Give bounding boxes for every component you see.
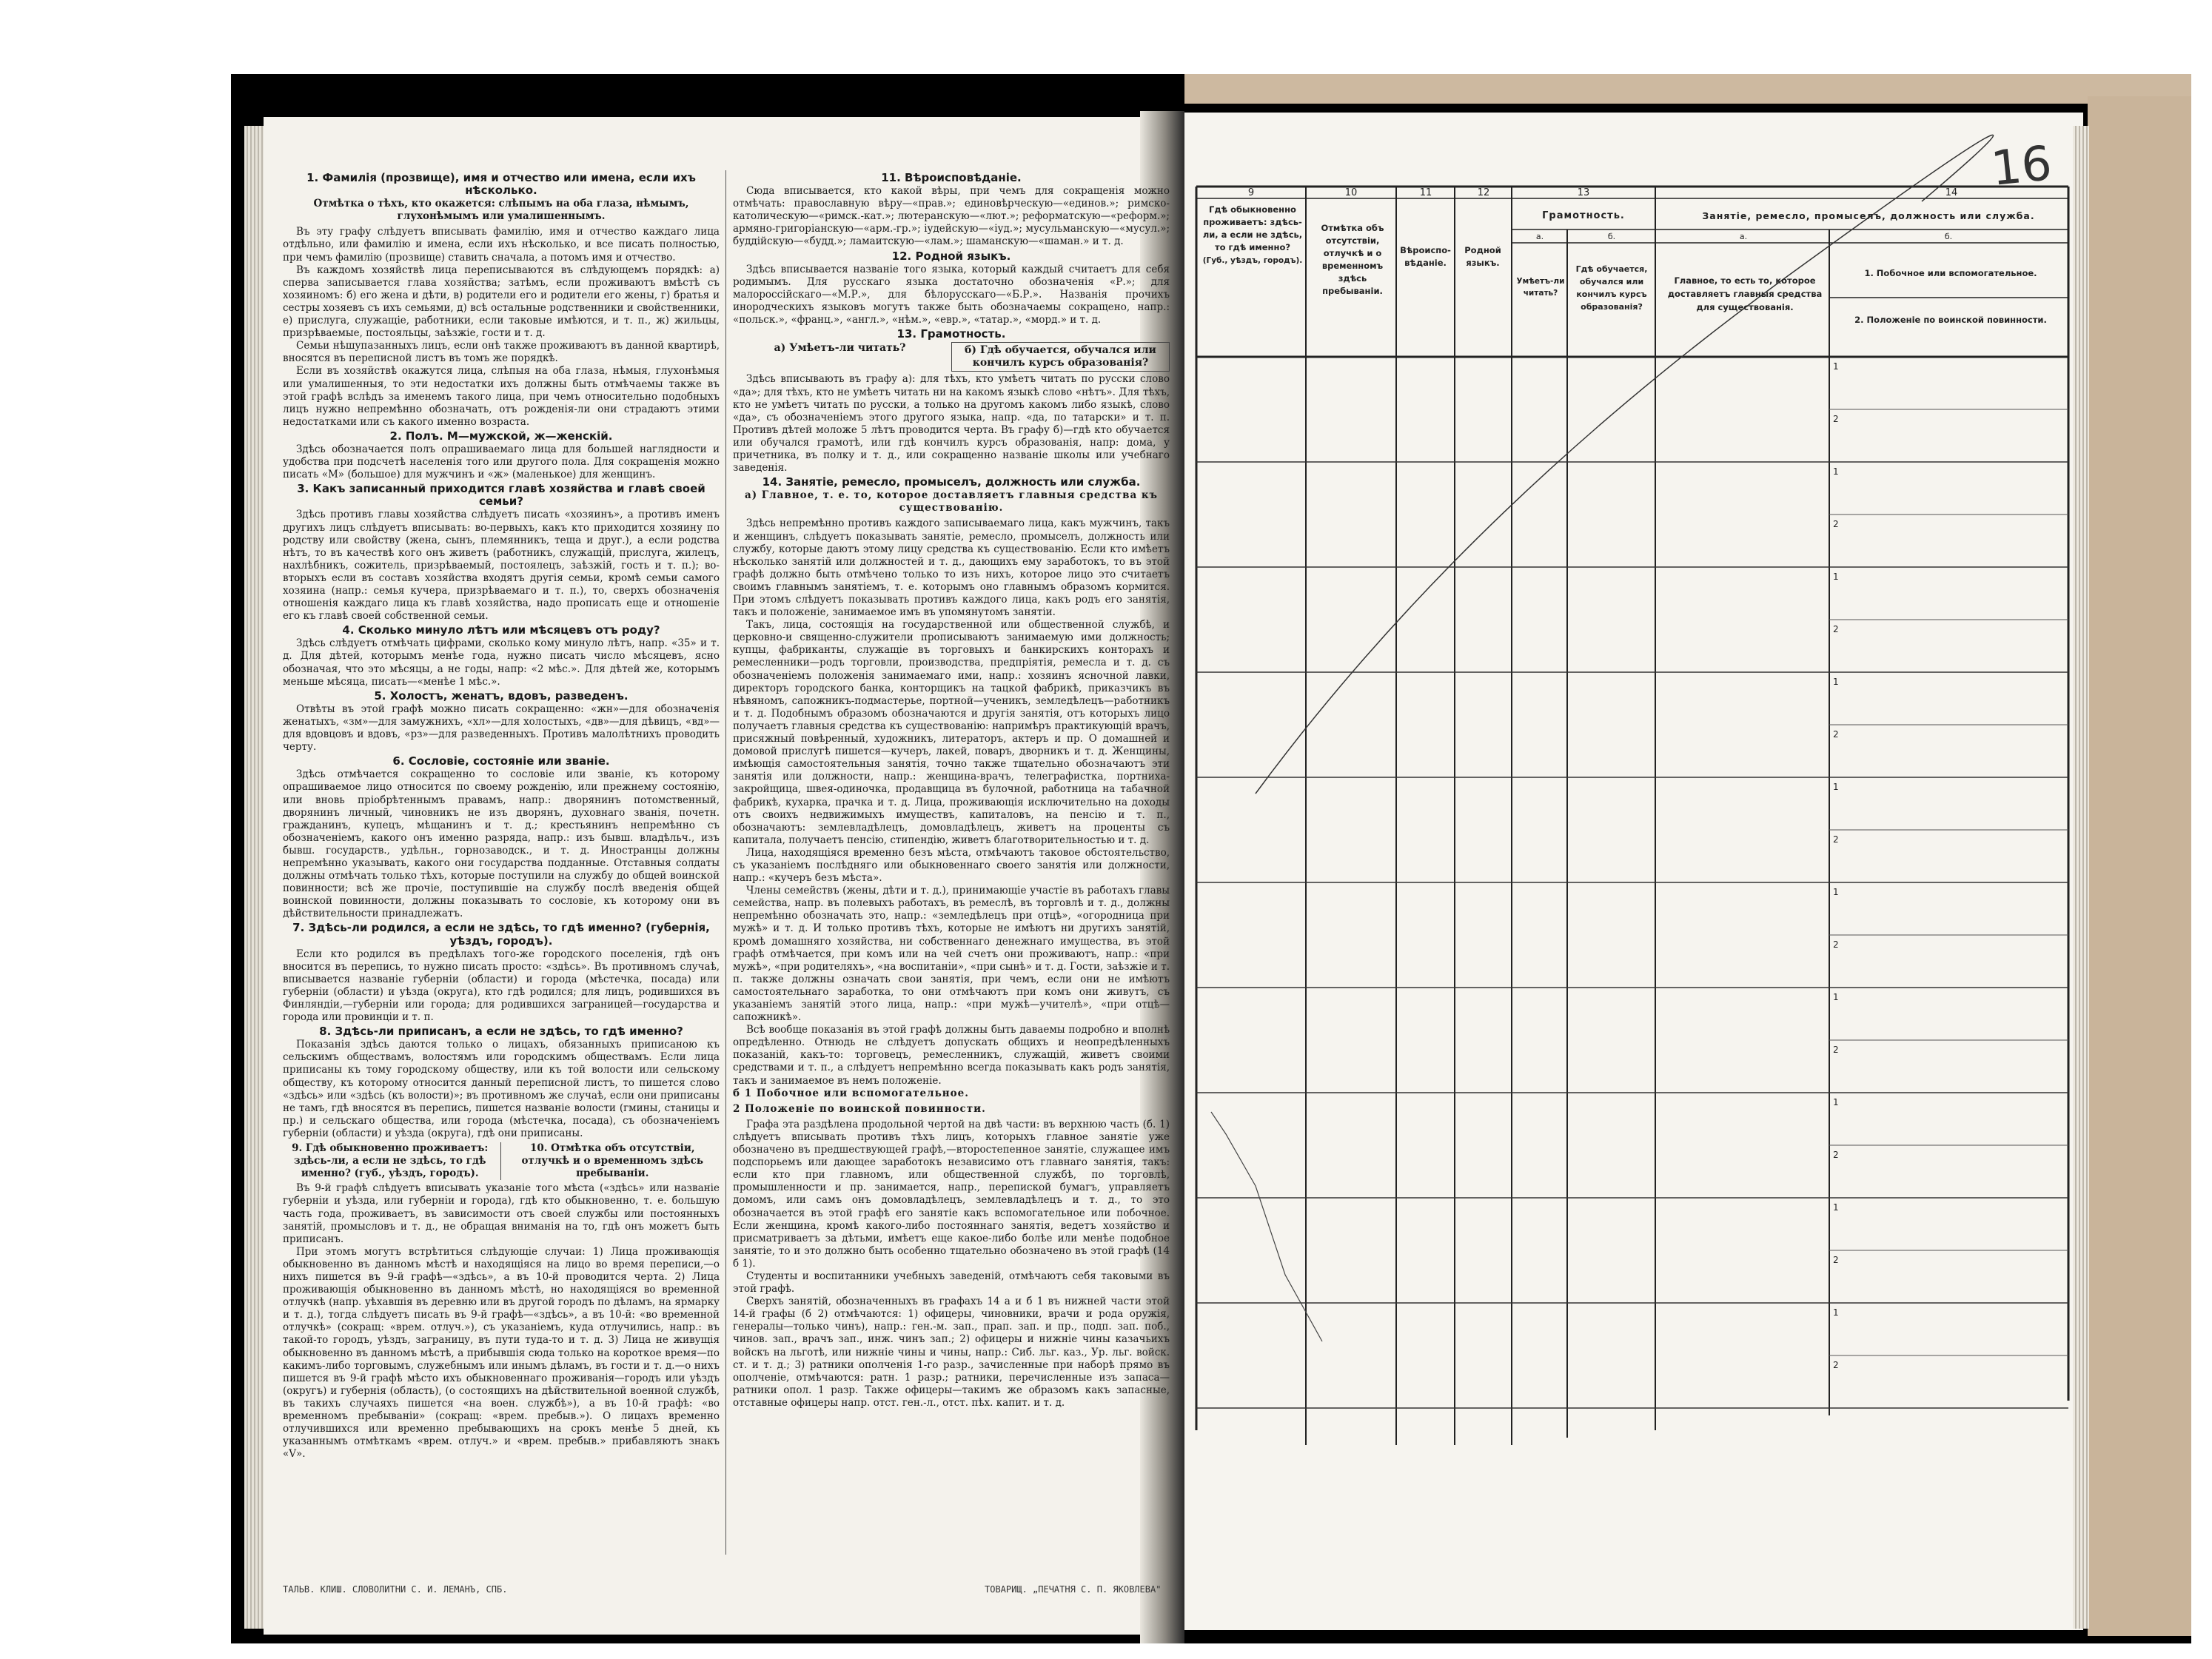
section-13b-title: б) Гдѣ обучается, обучался или кончилъ курсъ образованія? [951, 342, 1170, 372]
paragraph: Если кто родился въ предѣлахъ того-же городского поселенія, гдѣ онъ вносится въ перепись, то нужно писать просто: «здѣсь». Въ противномъ случаѣ, вписывается названіе губерніи (области) и города (мѣстечка, посада) или губерніи (области) и уѣзда (округа), кто гдѣ родился; для лицъ, родившихся въ Финляндіи,—губерніи или города; для родившихся заграницей—государства и города или провинціи и т. п. [283, 948, 720, 1024]
row-sub-label: 1 [1833, 992, 1839, 1002]
header-col14a-letter: а. [1739, 232, 1748, 241]
paragraph: Здѣсь противъ главы хозяйства слѣдуетъ писать «хозяинъ», а противъ именъ другихъ лицъ слѣдуетъ вписывать: во-первыхъ, какъ кто приходится хозяину по родству или свойству (жена, сынъ, племянникъ, теща и друг.), а если родства нѣтъ, то въ качествѣ кого онъ живетъ (работникъ, служащій, прислуга, жилецъ, нахлѣбникъ, сожитель, призрѣваемый, постоялецъ, заѣзжій, гость и т. п.); во-вторыхъ если въ составъ хозяйства входятъ другія семьи, кромѣ семьи самого хозяина (напр.: семья кучера, призрѣваемаго и т. п.), то, сверхъ обозначенія отношенія каждаго лица къ главѣ хозяйства, надо прописать еще и отношеніе его къ главѣ своей собственной семьи. [283, 509, 720, 623]
section-2-title: 2. Полъ. М—мужской, ж—женскій. [389, 429, 613, 443]
section-14b1-title: б 1 Побочное или вспомогательное. [733, 1087, 969, 1099]
header-col14b-letter: б. [1944, 232, 1953, 241]
paragraph: Члены семействъ (жены, дѣти и т. д.), принимающіе участіе въ работахъ главы семейства, напр. въ полевыхъ работахъ, въ ремеслѣ, въ торговлѣ и т. д., должны непремѣнно обозначать это, напр.: «земледѣлецъ при отцѣ», «огородница при мужѣ» и т. д. И только противъ тѣхъ, которые не имѣютъ ни другихъ занятій, кромѣ домашняго хозяйства, ни собственнаго денежнаго имущества, въ этой графѣ отмѣчается, при комъ или на чей счетъ они проживаютъ, напр.: «при мужѣ», «при родителяхъ», «на воспитаніи», «при сынѣ» и т. д. Гости, заѣзжіе и т. п. также должны означать свои занятія, при чемъ, если они не имѣютъ самостоятельнаго заработка, то они отмѣчаютъ при комъ они живутъ, съ указаніемъ занятій этого лица, напр.: «при мужѣ—учителѣ», «при отцѣ—сапожникѣ». [733, 885, 1170, 1024]
paragraph: Если въ хозяйствѣ окажутся лица, слѣпыя на оба глаза, нѣмыя, глухонѣмыя или умалишенныя, то эти недостатки ихъ должны быть отмѣчаемы также въ этой графѣ вслѣдъ за именемъ такого лица, при чемъ относительно подобныхъ лицъ нужно непремѣнно обозначать, отъ рожденія-ли они страдаютъ этими недостатками или съ какого именно возраста. [283, 365, 720, 428]
instructions-column-right [733, 170, 1170, 1410]
header-col12: Родной языкъ. [1464, 245, 1501, 268]
section-3-title: 3. Какъ записанный приходится главѣ хозяйства и главѣ своей семьи? [297, 482, 706, 509]
paragraph: Здѣсь непремѣнно противъ каждого записываемаго лица, какъ мужчинъ, такъ и женщинъ, слѣдуетъ показывать занятіе, ремесло, промыселъ, должность или службу, которые даютъ этому лицу средства къ существованію. Если кто имѣетъ нѣсколько занятій или должностей и т. д., дающихъ ему заработокъ, то въ этой графѣ должно быть отмѣчено только то изъ нихъ, которое лицо это считаетъ своимъ главнымъ занятіемъ, т. е. которымъ оно главнымъ образомъ кормится. При этомъ слѣдуетъ показывать противъ каждого лица, какъ родъ его занятія, такъ и положеніе, занимаемое имъ въ упомянутомъ занятіи. [733, 517, 1170, 619]
section-10-title: 10. Отмѣтка объ отсутствіи, отлучкѣ и о временномъ здѣсь пребываніи. [521, 1142, 704, 1180]
header-col14: Занятіе, ремесло, промыселъ, должность или служба. [1702, 210, 2035, 221]
row-sub-label: 2 [1833, 729, 1839, 740]
paragraph: Показанія здѣсь даются только о лицахъ, обязанныхъ приписаною къ сельскимъ обществамъ, волостямъ или городскимъ обществамъ. Если лица приписаны къ тому городскому обществу, или къ той волости или сельскому обществу, къ которому относится данный переписной листъ, то пишется слово «здѣсь» или «здѣсь (къ волости)»; въ противномъ же случаѣ, если они приписаны не тамъ, гдѣ вносятся въ перепись, пишется названіе волости (гмины, станицы и пр.) и сельскаго общества, или города (мѣстечка, посада), съ обозначеніемъ губерніи (области) и уѣзда (округа), гдѣ они приписаны. [283, 1039, 720, 1139]
left-page-edges [244, 126, 265, 1629]
paragraph: При этомъ могутъ встрѣтиться слѣдующіе случаи: 1) Лица проживающія обыкновенно въ данномъ мѣстѣ и находящіяся на лицо во время переписи,—о нихъ пишется въ 9-й графѣ—«здѣсь», а въ 10-й проводится черта. 2) Лица проживающія обыкновенно въ данномъ мѣстѣ, но находящіяся во временной отлучкѣ (напр. уѣхавшія въ деревню или въ другой городъ по дѣламъ, на ярмарку и т. д.), тогда слѣдуетъ писать въ 9-й графѣ—«здѣсь», а въ 10-й: «во временной отлучкѣ» (сокращ: «врем. отлуч.»), съ указаніемъ, куда отлучились, напр.: въ такой-то городъ, уѣздъ, заграницу, въ пути туда-то и т. д. 3) Лица не живущія обыкновенно въ данномъ мѣстѣ, а прибывшія сюда только на короткое время—по какимъ-либо торговымъ, служебнымъ или инымъ дѣламъ, въ гости и т. д.—о нихъ пишется въ 9-й графѣ мѣсто ихъ обыкновеннаго проживанія—городъ или уѣздъ (округъ) и губернія (область), (о состоящихъ на дѣйствительной военной службѣ, въ такихъ случаяхъ пишется «на воен. службѣ»), а въ 10-й графѣ: «во временномъ пребываніи» (сокращ: «врем. пребыв.»). О лицахъ временно отлучившихся или временно пребывающихъ на срокъ менѣе 5 дней, къ указаннымъ отмѣткамъ «врем. отлуч.» и «врем. пребыв.» прибавляютъ знакъ «V». [283, 1245, 720, 1461]
section-5-title: 5. Холостъ, женатъ, вдовъ, разведенъ. [374, 688, 629, 703]
paragraph: Студенты и воспитанники учебныхъ заведеній, отмѣчаютъ себя таковыми въ этой графѣ. [733, 1270, 1170, 1296]
paragraph: Всѣ вообще показанія въ этой графѣ должны быть даваемы подробно и вполнѣ опредѣленно. Отнюдь не слѣдуетъ допускать общихъ и неопредѣленныхъ показаній, какъ-то: торговецъ, ремесленникъ, служащій, живетъ своими средствами и т. п., а слѣдуетъ непремѣнно всегда показывать какъ родъ занятія, такъ и занимаемое въ немъ положеніе. [733, 1024, 1170, 1087]
section-4-title: 4. Сколько минуло лѣтъ или мѣсяцевъ отъ роду? [342, 623, 660, 637]
paragraph: Сюда вписывается, кто какой вѣры, при чемъ для сокращенія можно отмѣчать: православную вѣру—«прав.»; единовѣрческую—«единов.»; римско-католическую—«римск.-кат.»; лютеранскую—«лют.»; реформатскую—«реформ.»; армяно-григоріанскую—«арм.-гр.»; іудейскую—«іуд.»; мусульманскую—«мусул.»; буддійскую—«будд.»; ламаитскую—«лам.»; шаманскую—«шаман.» и т. д. [733, 185, 1170, 248]
header-col13a-letter: а. [1535, 232, 1544, 241]
row-sub-label: 2 [1833, 939, 1839, 950]
section-1-title: 1. Фамилія (прозвище), имя и отчество или имена, если ихъ нѣсколько. [306, 171, 696, 198]
paragraph: Здѣсь обозначается полъ опрашиваемаго лица для большей наглядности и удобства при подсчетѣ населенія того или другого пола. Для сокращенія можно писать «М» (большое) для мужчинъ и «ж» (маленькое) для женщинъ. [283, 443, 720, 481]
header-col14b2: 2. Положеніе по воинской повинности. [1854, 315, 2047, 325]
row-sub-label: 2 [1833, 624, 1839, 634]
col-number: 14 [1945, 187, 1958, 198]
paragraph: Графа эта раздѣлена продольной чертой на двѣ части: въ верхнюю часть (б. 1) слѣдуетъ вписывать противъ тѣхъ лицъ, которыхъ главное занятіе уже обозначено въ предшествующей графѣ,—второстепенное занятіе, служащее имъ подспорьемъ или дающее заработокъ независимо отъ главнаго занятія, такъ: если кто при главномъ, или общественной службѣ, по торговлѣ, промышленности и пр. занимается, напр., перепиской бумагъ, управляетъ домомъ, или самъ онъ домовладѣлецъ, землевладѣлецъ и т. д., то это обозначается въ этой графѣ его занятіе какъ вспомогательное или побочное. Если женщина, кромѣ какого-либо постояннаго занятія, ведетъ хозяйство и присматриваетъ за дѣтьми, имѣетъ еще какое-либо болѣе или менѣе подобное занятіе, то и это должно быть особенно тщательно обозначено въ этой графѣ (14 б 1). [733, 1118, 1170, 1270]
section-14a-title: а) Главное, т. е. то, которое доставляетъ главныя средства къ существованію. [744, 489, 1159, 515]
section-11-title: 11. Вѣроисповѣданіе. [881, 171, 1022, 184]
header-col14b1: 1. Побочное или вспомогательное. [1864, 268, 2037, 278]
header-col11: Вѣроиспо-вѣданіе. [1400, 245, 1451, 268]
col-number: 11 [1419, 187, 1432, 198]
row-sub-label: 1 [1833, 1307, 1839, 1318]
col-number: 10 [1344, 187, 1358, 198]
row-sub-label: 1 [1833, 782, 1839, 792]
instructions-column-left [283, 170, 720, 1461]
printer-footer-left: ТАЛЬВ. КЛИШ. СЛОВОЛИТНИ С. И. ЛЕМАНЪ, СПБ. [283, 1584, 508, 1595]
col-number: 13 [1577, 187, 1590, 198]
col-number: 12 [1477, 187, 1490, 198]
row-sub-label: 2 [1833, 1360, 1839, 1370]
column-separator [725, 170, 726, 1555]
section-9-title: 9. Гдѣ обыкновенно проживаетъ: здѣсь-ли, а если не здѣсь, то гдѣ именно? (губ., уѣздъ, городъ). [283, 1142, 501, 1180]
header-col9-note: (Губ., уѣздъ, городъ). [1202, 256, 1303, 265]
header-col13a: Умѣетъ-ли читать? [1516, 277, 1565, 298]
paragraph: Здѣсь слѣдуетъ отмѣчать цифрами, сколько кому минуло лѣтъ, напр. «35» и т. д. Для дѣтей, которымъ менѣе года, нужно писать число мѣсяцевъ, ясно обозначая, что это мѣсяцы, а не годы, напр: «2 мѣс.». Для дѣтей же, которымъ меньше мѣсяца, писать—«менѣе 1 мѣс.». [283, 637, 720, 688]
paragraph: Такъ, лица, состоящія на государственной или общественной службѣ, и церковно-и священно-служители прописываютъ занимаемую ими должность; купцы, фабриканты, служащіе въ торговыхъ и банкирскихъ конторахъ и ремесленники—родъ торговли, производства, предпріятія, ремесла и т. д. съ обозначеніемъ положенія занимаемаго ими, напр.: хозяинъ ясночной лавки, директоръ городского банка, конторщикъ на тацкой фабрикѣ, приказчикъ въ нѣвяномъ, сапожникъ-подмастерье, портной—ученикъ, земледѣлецъ—работникъ и т. д. Подобнымъ образомъ обозначаются и другія занятія, отъ которыхъ лицо получаетъ главныя средства къ существованію: напримѣръ практикующій врачъ, присяжный повѣренный, художникъ, литераторъ, актеръ и пр. О домашней и домовой прислугѣ пишется—кучеръ, лакей, поваръ, дворникъ и т. д. Женщины, имѣющія самостоятельныя занятія, точно также тщательно обозначаютъ эти занятія или должности, напр.: женщина-врачъ, телеграфистка, портниха-закройщица, швея-одиночка, продавщица въ булочной, работница на табачной фабрикѣ, кухарка, прачка и т. д. Лица, проживающія исключительно на доходы отъ своихъ недвижимыхъ имуществъ, капиталовъ, на пенсію и т. п., обозначаютъ: землевладѣлецъ, домовладѣлецъ, живетъ на проценты съ капитала, получаетъ пенсію, стипендію, живетъ благотворительностью и т. д. [733, 619, 1170, 846]
row-sub-label: 2 [1833, 414, 1839, 424]
row-sub-label: 2 [1833, 519, 1839, 529]
paragraph: Въ 9-й графѣ слѣдуетъ вписывать указаніе того мѣста («здѣсь» или названіе губерніи и уѣзда, или губерніи и города), гдѣ кто обыкновенно, т. е. большую часть года, проживаетъ, въ зависимости отъ своей службы или постоянныхъ занятій, промысловъ и т. д., не обращая вниманія на то, гдѣ онъ можетъ быть приписанъ. [283, 1182, 720, 1245]
row-sub-label: 1 [1833, 677, 1839, 687]
row-sub-label: 1 [1833, 572, 1839, 582]
row-sub-label: 2 [1833, 834, 1839, 845]
header-col13b: Гдѣ обучается, обучался или кончилъ курсъ образованія? [1575, 264, 1648, 312]
paragraph: Сверхъ занятій, обозначенныхъ въ графахъ 14 а и б 1 въ нижней части этой 14-й графы (б 2) отмѣчаются: 1) офицеры, чиновники, врачи и рода оружія, генералы—только чинъ), напр.: ген.-м. зап., прап. зап. и пр., подп. зап. поб., чинов. зап., врачъ зап., инж. чинъ зап.; 2) офицеры и нижніе чины казачьихъ войскъ на льготѣ, или нижніе чины и чины, напр.: Сиб. льг. каз., Ур. льг. войск. ст. и т. д.; 3) ратники ополченія 1-го разр., зачисленные при наборѣ прямо въ ополченіе, отмѣчаются: ратн. 1 разр.; ратники, перечисленные изъ запаса—ратники опол. 1 разр. Также офицеры—такимъ же образомъ какъ запасные, отставные офицеры напр. отст. ген.-л., отст. пѣх. капит. и т. д. [733, 1296, 1170, 1409]
row-sub-label: 2 [1833, 1045, 1839, 1055]
header-col9-text: Гдѣ обыкновенно проживаетъ: здѣсь-ли, а если не здѣсь, то гдѣ именно? [1202, 204, 1303, 252]
section-6-title: 6. Сословіе, состояніе или званіе. [392, 754, 610, 768]
row-sub-label: 1 [1833, 361, 1839, 372]
census-table [1182, 113, 2083, 1630]
row-sub-label: 1 [1833, 466, 1839, 477]
section-14b2-title: 2 Положеніе по воинской повинности. [733, 1102, 986, 1115]
col-number: 9 [1247, 187, 1255, 198]
section-13a-title: а) Умѣетъ-ли читать? [774, 342, 906, 355]
row-sub-label: 2 [1833, 1255, 1839, 1265]
cardboard-right [2088, 96, 2191, 1636]
row-sub-label: 1 [1833, 1097, 1839, 1107]
row-sub-label: 2 [1833, 1150, 1839, 1160]
paragraph: Въ каждомъ хозяйствѣ лица переписываются въ слѣдующемъ порядкѣ: а) сперва записывается глава хозяйства; затѣмъ, если проживаютъ вмѣстѣ съ хозяиномъ: б) его жена и дѣти, в) родители его и родители его жены, г) братья и сестры хозяевъ съ ихъ семьями, д) всѣ остальные родственники и свойственники, е) прислуга, служащіе, работники, если таковые имѣются, и т. п., ж) жильцы, призрѣваемые, постояльцы, заѣзжіе, гости и т. д. [283, 264, 720, 340]
section-8-title: 8. Здѣсь-ли приписанъ, а если не здѣсь, то гдѣ именно? [319, 1025, 683, 1039]
header-col13: Грамотность. [1542, 210, 1625, 221]
printer-footer-right: ТОВАРИЩ. „ПЕЧАТНЯ С. П. ЯКОВЛЕВА" [985, 1584, 1162, 1595]
row-sub-label: 1 [1833, 1202, 1839, 1213]
section-7-title: 7. Здѣсь-ли родился, а если не здѣсь, то гдѣ именно? (губернія, уѣздъ, городъ). [292, 921, 710, 948]
paragraph: Семьи нѣшупазанныхъ лицъ, если онѣ также проживаютъ въ данной квартирѣ, вносятся въ переписной листъ въ томъ же порядкѣ. [283, 340, 720, 365]
paragraph: Лица, находящіяся временно безъ мѣста, отмѣчаютъ таковое обстоятельство, съ указаніемъ послѣдняго или обыкновеннаго своего занятія или должности, напр.: «кучеръ безъ мѣста». [733, 846, 1170, 885]
header-col9 [1199, 204, 1306, 267]
header-col10: Отмѣтка объ отсутствіи, отлучкѣ и о временномъ здѣсь пребываніи. [1321, 223, 1384, 296]
section-1-subtitle: Отмѣтка о тѣхъ, кто окажется: слѣпымъ на оба глаза, нѣмымъ, глухонѣмымъ или умалишеннымъ. [313, 198, 689, 223]
section-12-title: 12. Родной языкъ. [891, 249, 1011, 263]
section-13-title: 13. Грамотность. [896, 327, 1006, 341]
paragraph: Здѣсь отмѣчается сокращенно то сословіе или званіе, къ которому опрашиваемое лицо относится по своему рожденію, или прежнему состоянію, или вновь пріобрѣтеннымъ правамъ, напр.: дворянинъ потомственный, дворянинъ личный, чиновникъ не изъ дворянъ, духовнаго званія, почетн. гражданинъ, купецъ, мѣщанинъ и т. д.; крестьянинъ непремѣнно съ обозначеніемъ, какого онъ именно разряда, напр.: изъ бывш. владѣльч., изъ бывш. государств., удѣльн., горнозаводск., и т. д. Иностранцы должны непремѣнно указывать, какого они государства подданные. Отставныя солдаты должны отмѣчать только тѣхъ, которые поступили на службу до общей воинской повинности; всѣ же прочіе, поступившіе на службу послѣ введенія общей воинской повинности, должны показывать то сословіе, къ которому они въ дѣйствительности принадлежатъ. [283, 768, 720, 920]
handwritten-page-number: 16 [1988, 135, 2055, 198]
section-14-title: 14. Занятіе, ремесло, промыселъ, должность или служба. [762, 475, 1141, 489]
header-col14a: Главное, то есть то, которое доставляетъ главныя средства для существованія. [1667, 275, 1823, 312]
paragraph: Отвѣты въ этой графѣ можно писать сокращенно: «жн»—для обозначенія женатыхъ, «зм»—для замужнихъ, «хл»—для холостыхъ, «дв»—для дѣвицъ, «вд»—для вдовцовъ и вдовъ, «рз»—для разведенныхъ. Противъ малолѣтнихъ проводить черту. [283, 703, 720, 754]
paragraph: Здѣсь вписывается названіе того языка, который каждый считаетъ для себя родимымъ. Для русскаго языка достаточно обозначенія «Р.»; для малороссійскаго—«М.Р.», для бѣлорусскаго—«Б.Р.». Названія прочихъ инородческихъ языковъ могутъ также быть обозначаемы сокращено, напр.: «польск.», «франц.», «англ.», «нѣм.», «евр.», «татар.», «морд.» и т. д. [733, 263, 1170, 326]
row-sub-label: 1 [1833, 887, 1839, 897]
header-col13b-letter: б. [1607, 232, 1616, 241]
cardboard-edge [1184, 74, 2191, 104]
paragraph: Здѣсь вписывають въ графу а): для тѣхъ, кто умѣетъ читать по русски слово «да»; для тѣхъ, кто не умѣетъ читать ни на какомъ языкѣ слово «нѣтъ». Для тѣхъ, кто не умѣетъ читать по русски, а только на другомъ какомъ либо языкѣ, слово «да», съ обозначеніемъ этого другого языка, напр. «да, по татарски» и т. п. Противъ дѣтей моложе 5 лѣтъ проводится черта. Въ графу б)—гдѣ кто обучается или обучался грамотѣ, или гдѣ кончилъ курсъ образованія, напр: дома, у причетника, въ полку и т. д., или сокращенно названіе школы или учебнаго заведенія. [733, 373, 1170, 475]
paragraph: Въ эту графу слѣдуетъ вписывать фамилію, имя и отчество каждаго лица отдѣльно, или фамилію и имена, если ихъ нѣсколько, и все писать полностью, при чемъ фамилію (прозвище) ставить сначала, а потомъ имя и отчество. [283, 226, 720, 264]
